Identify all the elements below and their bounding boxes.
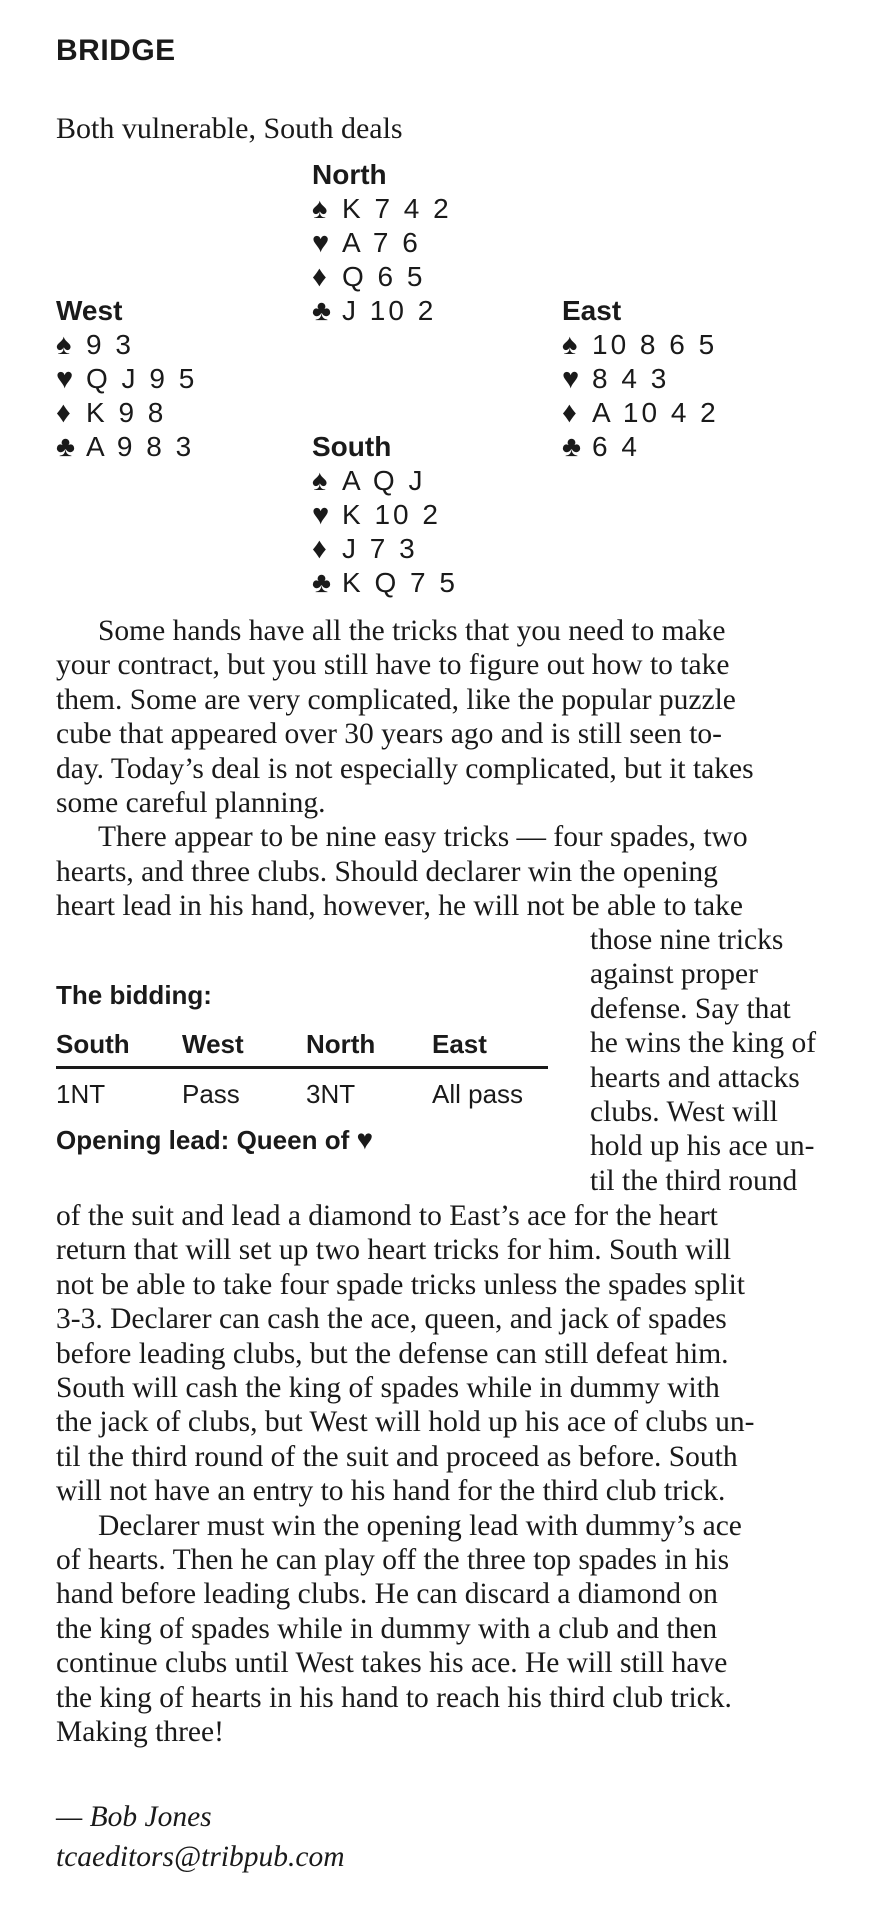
text-line: the king of spades while in dummy with a club and then — [56, 1612, 718, 1645]
club-icon: ♣ — [562, 431, 582, 463]
text-line: some careful planning. — [56, 787, 326, 820]
spades-holding — [312, 192, 452, 226]
spade-icon: ♠ — [312, 193, 328, 225]
hand-north — [312, 158, 452, 328]
diamonds-holding — [312, 532, 458, 566]
text-line: There appear to be nine easy tricks — four spades, two — [98, 821, 748, 854]
text-line: hand before leading clubs. He can discard a diamond on — [56, 1578, 718, 1611]
bid-cell: Pass — [182, 1079, 240, 1109]
opening-lead-label: Opening lead: Queen of — [56, 1125, 350, 1155]
hand-west — [56, 294, 197, 464]
text-line: the king of hearts in his hand to reach his third club trick. — [56, 1681, 732, 1714]
text-line: not be able to take four spade tricks unless the spades split — [56, 1268, 745, 1301]
text-line: cube that appeared over 30 years ago and is still seen to- — [56, 718, 722, 751]
cards: A 10 4 2 — [592, 397, 719, 428]
hand-south — [312, 430, 458, 600]
hearts-holding — [312, 226, 452, 260]
hand-name: North — [312, 159, 387, 190]
cards: 10 8 6 5 — [592, 329, 718, 360]
cards: K 10 2 — [342, 499, 441, 530]
cards: J 7 3 — [342, 533, 418, 564]
heart-icon: ♥ — [312, 227, 330, 259]
cards: K Q 7 5 — [342, 567, 458, 598]
spade-icon: ♠ — [312, 465, 328, 497]
text-line: of hearts. Then he can play off the three top spades in his — [56, 1544, 730, 1577]
clubs-holding — [56, 430, 197, 464]
hearts-holding — [312, 498, 458, 532]
cards: K 7 4 2 — [342, 193, 452, 224]
text-line: those nine tricks — [590, 924, 784, 956]
clubs-holding — [562, 430, 719, 464]
text-line: hold up his ace un- — [590, 1130, 815, 1163]
text-line: clubs. West will — [590, 1096, 779, 1129]
text-line: he wins the king of — [590, 1027, 817, 1060]
text-line: hearts and attacks — [590, 1061, 800, 1094]
text-line: the jack of clubs, but West will hold up his ace of clubs un- — [56, 1406, 755, 1439]
cards: A 9 8 3 — [86, 431, 195, 462]
article-top — [56, 614, 754, 924]
cards: J 10 2 — [342, 295, 437, 326]
cards: 6 4 — [592, 431, 640, 462]
text-line: Making three! — [56, 1716, 224, 1749]
cards: 9 3 — [86, 329, 134, 360]
hand-name: East — [562, 295, 622, 326]
text-line: Declarer must win the opening lead with dummy’s ace — [98, 1509, 742, 1542]
text-line: return that will set up two heart tricks for him. South will — [56, 1234, 732, 1267]
text-line: of the suit and lead a diamond to East’s ace for the heart — [56, 1200, 718, 1232]
text-line: til the third round — [590, 1164, 798, 1197]
hand-east — [562, 294, 719, 464]
cards: Q 6 5 — [342, 261, 426, 292]
text-line: will not have an entry to his hand for the third club trick. — [56, 1475, 726, 1508]
cards: K 9 8 — [86, 397, 167, 428]
author-email: tcaeditors@tribpub.com — [56, 1841, 345, 1873]
bidding-header: West — [182, 1029, 306, 1068]
bidding-header: South — [56, 1029, 182, 1068]
vulnerability-line: Both vulnerable, South deals — [56, 112, 403, 145]
bidding-header: East — [432, 1029, 548, 1068]
text-line: them. Some are very complicated, like the popular puzzle — [56, 683, 736, 716]
text-line: Some hands have all the tricks that you need to make — [98, 615, 726, 647]
club-icon: ♣ — [56, 431, 76, 463]
diamond-icon: ♦ — [56, 397, 71, 429]
author-name: — Bob Jones — [56, 1801, 212, 1833]
text-line: continue clubs until West takes his ace. He will still have — [56, 1647, 728, 1680]
hand-name: West — [56, 295, 123, 326]
text-line: against proper — [590, 958, 758, 991]
bidding-row — [56, 1068, 548, 1111]
bidding-title: The bidding: — [56, 980, 212, 1010]
bidding-header-row — [56, 1029, 548, 1068]
clubs-holding — [312, 566, 458, 600]
cards: Q J 9 5 — [86, 363, 198, 394]
text-line: defense. Say that — [590, 992, 791, 1025]
heart-icon: ♥ — [356, 1124, 374, 1155]
text-line: day. Today’s deal is not especially complicated, but it takes — [56, 752, 754, 785]
heart-icon: ♥ — [312, 499, 330, 531]
text-line: heart lead in his hand, however, he will not be able to take — [56, 890, 743, 923]
text-line: your contract, but you still have to figure out how to take — [56, 649, 730, 682]
diamond-icon: ♦ — [312, 533, 327, 565]
diamonds-holding — [562, 396, 719, 430]
diamond-icon: ♦ — [312, 261, 327, 293]
hearts-holding — [562, 362, 719, 396]
bidding-header: North — [306, 1029, 432, 1068]
bid-cell: All pass — [432, 1079, 524, 1109]
column-title: BRIDGE — [56, 34, 176, 67]
heart-icon: ♥ — [562, 363, 580, 395]
spades-holding — [562, 328, 719, 362]
text-line: til the third round of the suit and proceed as before. South — [56, 1440, 738, 1473]
bidding-box — [56, 980, 548, 1156]
heart-icon: ♥ — [56, 363, 74, 395]
diamonds-holding — [312, 260, 452, 294]
hand-name: South — [312, 431, 392, 462]
diamonds-holding — [56, 396, 197, 430]
clubs-holding — [312, 294, 452, 328]
text-line: 3-3. Declarer can cash the ace, queen, and jack of spades — [56, 1303, 727, 1336]
opening-lead — [56, 1124, 548, 1156]
bidding-table — [56, 1029, 548, 1110]
article-bottom — [56, 1199, 754, 1750]
hearts-holding — [56, 362, 197, 396]
cards: 8 4 3 — [592, 363, 670, 394]
spades-holding — [56, 328, 197, 362]
byline — [56, 1797, 345, 1877]
article-narrow — [590, 923, 816, 1198]
diamond-icon: ♦ — [562, 397, 577, 429]
bid-cell: 1NT — [56, 1079, 106, 1109]
club-icon: ♣ — [312, 567, 332, 599]
spade-icon: ♠ — [562, 329, 578, 361]
bid-cell: 3NT — [306, 1079, 356, 1109]
spade-icon: ♠ — [56, 329, 72, 361]
cards: A Q J — [342, 465, 426, 496]
text-line: before leading clubs, but the defense can still defeat him. — [56, 1337, 729, 1370]
spades-holding — [312, 464, 458, 498]
text-line: South will cash the king of spades while in dummy with — [56, 1372, 720, 1405]
text-line: hearts, and three clubs. Should declarer win the opening — [56, 855, 718, 888]
cards: A 7 6 — [342, 227, 421, 258]
club-icon: ♣ — [312, 295, 332, 327]
